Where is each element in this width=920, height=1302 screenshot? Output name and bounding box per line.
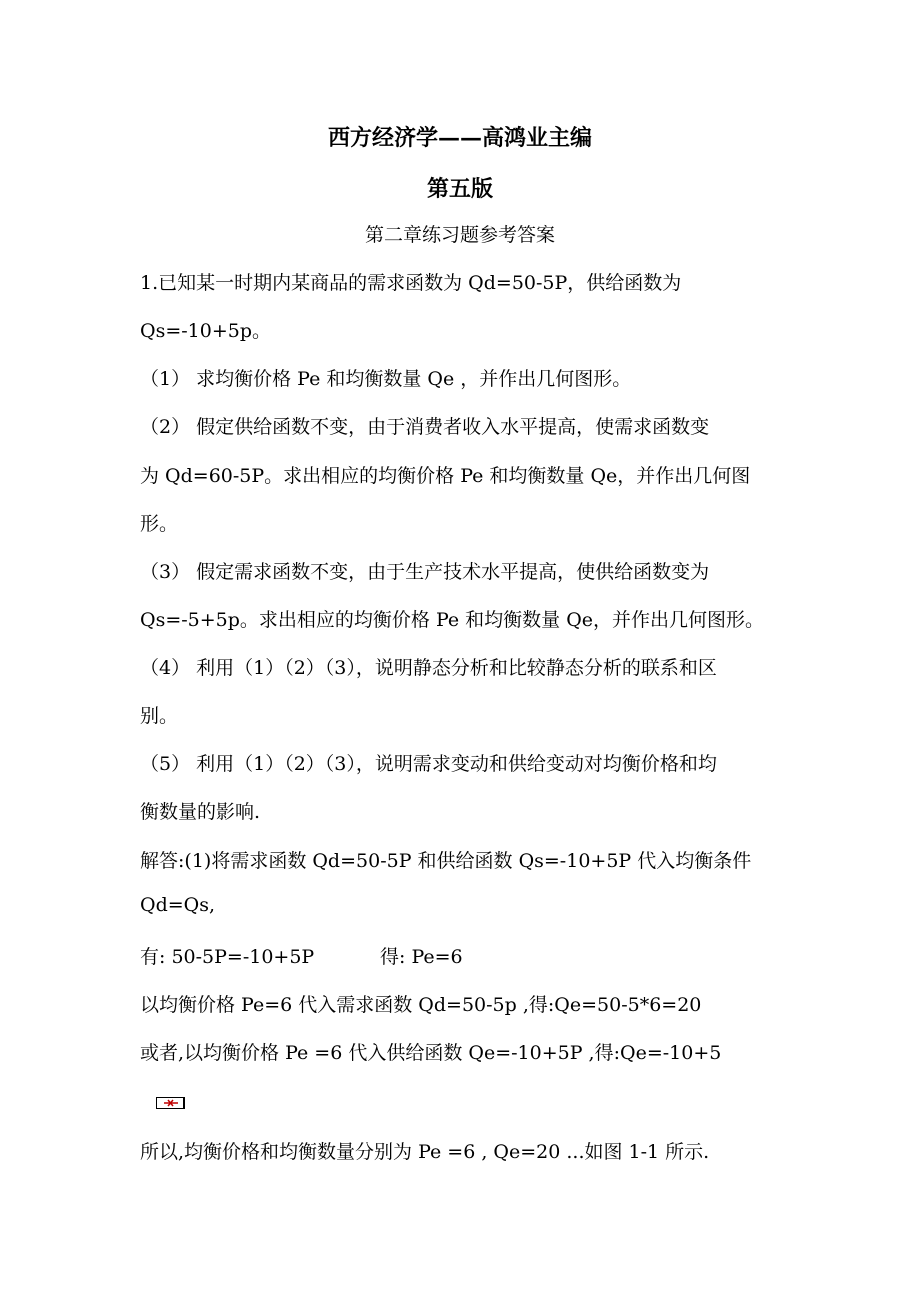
answer-line-2: Qd=Qs,	[140, 894, 216, 916]
answer-line-5: 或者,以均衡价格 Pe =6 代入供给函数 Qe=-10+5P ,得:Qe=-10+5	[140, 1042, 722, 1064]
question-part-3-line-1: （3） 假定需求函数不变，由于生产技术水平提高，使供给函数变为	[140, 561, 710, 583]
question-part-2-line-2: 为 Qd=60-5P。求出相应的均衡价格 Pe 和均衡数量 Qe，并作出几何图	[140, 465, 751, 487]
broken-image-icon	[156, 1097, 185, 1109]
question-intro-line-2: Qs=-10+5p。	[140, 320, 272, 342]
question-part-2-line-3: 形。	[140, 513, 179, 535]
answer-line-3-right: 得: Pe=6	[380, 946, 463, 968]
edition-heading: 第五版	[426, 176, 493, 202]
answer-line-3-left: 有: 50-5P=-10+5P	[140, 946, 315, 968]
question-part-4-line-1: （4） 利用（1）（2）（3），说明静态分析和比较静态分析的联系和区	[140, 657, 717, 679]
question-intro-line-1: 1.已知某一时期内某商品的需求函数为 Qd=50-5P，供给函数为	[140, 272, 682, 294]
answer-line-6: 所以,均衡价格和均衡数量分别为 Pe =6 , Qe=20 ...如图 1-1 所示.	[140, 1141, 710, 1163]
answer-line-1: 解答:(1)将需求函数 Qd=50-5P 和供给函数 Qs=-10+5P 代入均衡条件	[140, 850, 752, 872]
question-part-4-line-2: 别。	[140, 705, 179, 727]
document-title: 西方经济学——高鸿业主编	[327, 125, 592, 151]
question-part-5-line-1: （5） 利用（1）（2）（3），说明需求变动和供给变动对均衡价格和均	[140, 753, 717, 775]
question-part-3-line-2: Qs=-5+5p。求出相应的均衡价格 Pe 和均衡数量 Qe，并作出几何图形。	[140, 609, 765, 631]
answer-line-4: 以均衡价格 Pe=6 代入需求函数 Qd=50-5p ,得:Qe=50-5*6=20	[140, 994, 702, 1016]
question-part-5-line-2: 衡数量的影响.	[140, 801, 261, 823]
question-part-2-line-1: （2） 假定供给函数不变，由于消费者收入水平提高，使需求函数变	[140, 416, 710, 438]
broken-image-glyph	[163, 1099, 179, 1107]
chapter-subtitle: 第二章练习题参考答案	[364, 224, 555, 246]
question-part-1: （1） 求均衡价格 Pe 和均衡数量 Qe ，并作出几何图形。	[140, 368, 632, 390]
